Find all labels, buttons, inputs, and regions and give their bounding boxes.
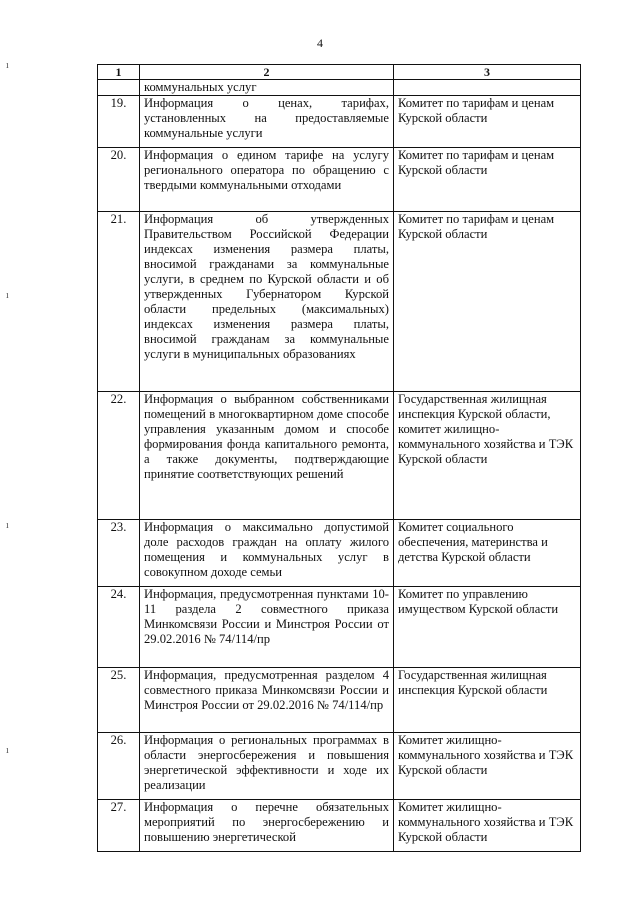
row-number: 19. xyxy=(98,96,140,148)
row-description: Информация, предусмотренная пунктами 10-11 раздела 2 совместного приказа Минкомсвязи России и Минстроя России от 29.02.2016 № 74/114/пр xyxy=(140,587,394,668)
table-row xyxy=(98,392,581,520)
table-row xyxy=(98,733,581,800)
row-responsible: Комитет социального обеспечения, материнства и детства Курской области xyxy=(394,520,581,587)
row-description: Информация о перечне обязательных мероприятий по энергосбережению и повышению энергетической xyxy=(140,800,394,852)
document-table xyxy=(97,64,581,852)
column-header: 3 xyxy=(394,65,581,80)
row-number: 25. xyxy=(98,668,140,733)
scan-margin-mark: ı xyxy=(6,745,9,756)
row-number: 27. xyxy=(98,800,140,852)
row-number: 20. xyxy=(98,148,140,212)
row-description: Информация о максимально допустимой доле расходов граждан на оплату жилого помещения и коммунальных услуг в совокупном доходе семьи xyxy=(140,520,394,587)
row-responsible: Комитет по управлению имуществом Курской области xyxy=(394,587,581,668)
row-responsible xyxy=(394,80,581,96)
scan-margin-mark: ı xyxy=(6,520,9,531)
row-responsible: Государственная жилищная инспекция Курской области xyxy=(394,668,581,733)
row-responsible: Комитет по тарифам и ценам Курской области xyxy=(394,212,581,392)
row-description: коммунальных услуг xyxy=(140,80,394,96)
table-row xyxy=(98,212,581,392)
row-number: 26. xyxy=(98,733,140,800)
table-row xyxy=(98,587,581,668)
row-responsible: Комитет по тарифам и ценам Курской области xyxy=(394,148,581,212)
column-header: 1 xyxy=(98,65,140,80)
row-number: 23. xyxy=(98,520,140,587)
row-number: 21. xyxy=(98,212,140,392)
row-responsible: Комитет по тарифам и ценам Курской области xyxy=(394,96,581,148)
row-description: Информация, предусмотренная разделом 4 совместного приказа Минкомсвязи России и Минстроя России от 29.02.2016 № 74/114/пр xyxy=(140,668,394,733)
row-number: 24. xyxy=(98,587,140,668)
row-description: Информация о региональных программах в области энергосбережения и повышения энергетической эффективности и ходе их реализации xyxy=(140,733,394,800)
row-responsible: Комитет жилищно-коммунального хозяйства и ТЭК Курской области xyxy=(394,800,581,852)
column-header: 2 xyxy=(140,65,394,80)
page-number: 4 xyxy=(317,36,323,50)
table-row xyxy=(98,520,581,587)
scan-margin-mark: ı xyxy=(6,60,9,71)
table-row xyxy=(98,668,581,733)
row-description: Информация о едином тарифе на услугу регионального оператора по обращению с твердыми коммунальными отходами xyxy=(140,148,394,212)
row-number xyxy=(98,80,140,96)
table-row xyxy=(98,96,581,148)
scan-margin-mark: ı xyxy=(6,290,9,301)
table-row xyxy=(98,800,581,852)
row-number: 22. xyxy=(98,392,140,520)
row-responsible: Комитет жилищно-коммунального хозяйства и ТЭК Курской области xyxy=(394,733,581,800)
table-row xyxy=(98,80,581,96)
row-responsible: Государственная жилищная инспекция Курской области, комитет жилищно-коммунального хозяйства и ТЭК Курской области xyxy=(394,392,581,520)
row-description: Информация о ценах, тарифах, установленных на предоставляемые коммунальные услуги xyxy=(140,96,394,148)
table-header-row xyxy=(98,65,581,80)
table-row xyxy=(98,148,581,212)
row-description: Информация о выбранном собственниками помещений в многоквартирном доме способе управления указанным домом и способе формирования фонда капитального ремонта, а также документы, подтверждающие принятие соответствующих решений xyxy=(140,392,394,520)
row-description: Информация об утвержденных Правительством Российской Федерации индексах изменения размера платы, вносимой гражданами за коммунальные услуги, в среднем по Курской области и об утвержденных Губернатором Курской области предельных (максимальных) индексах изменения размера платы, вносимой гражданам за коммунальные услуги в муниципальных образованиях xyxy=(140,212,394,392)
